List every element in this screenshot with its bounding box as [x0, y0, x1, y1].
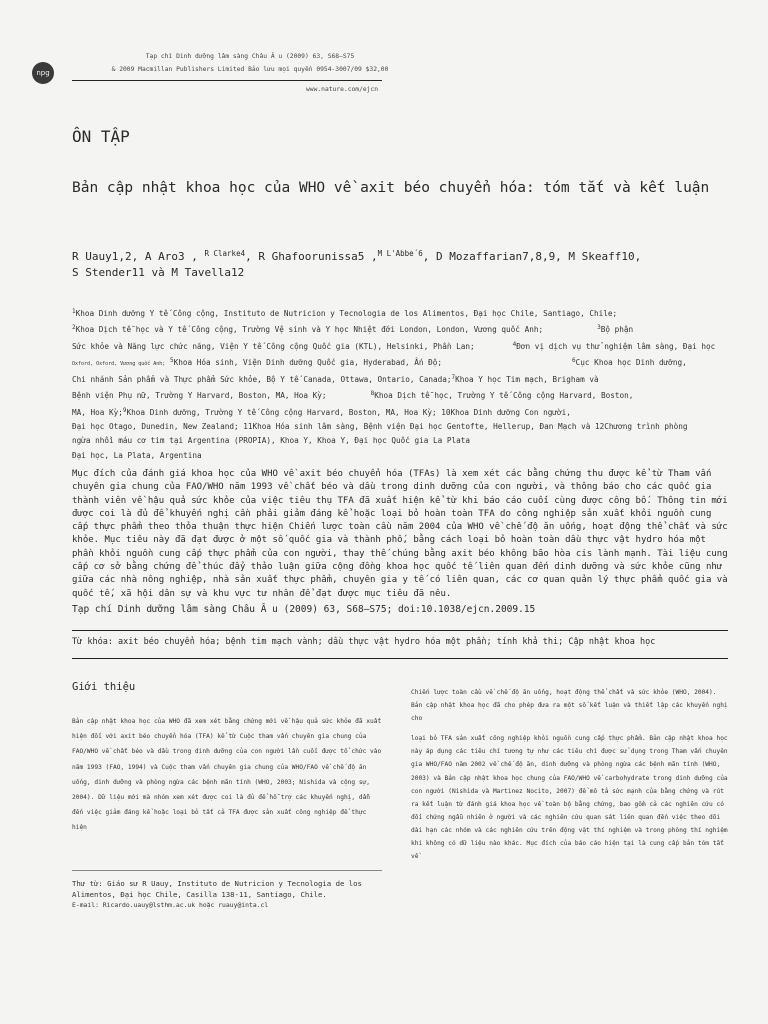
affiliation-line	[72, 387, 742, 403]
article-title: Bản cập nhật khoa học của WHO về axit béo chuyển hóa: tóm tắt và kết luận	[72, 180, 710, 196]
affiliation-line	[72, 371, 742, 387]
affiliation-line	[72, 305, 742, 321]
affiliation-text: Khoa Y học Tim mạch, Brigham và	[455, 375, 599, 385]
journal-citation-line: Tạp chí Dinh dưỡng lâm sàng Châu Â u (2009) 63, S68–S75	[145, 53, 355, 60]
affiliation-line: Đại học, La Plata, Argentina	[72, 450, 202, 460]
affiliation-text: Khoa Hóa sinh, Viện Dinh dưỡng Quốc gia, Hyderabad, Ấn Độ;	[173, 357, 443, 367]
affiliation-line	[72, 338, 742, 354]
affiliation-line	[72, 321, 742, 337]
author-labbe: M L'Abbe´6	[377, 249, 423, 258]
author-list	[72, 246, 712, 281]
affiliation-text: Đơn vị dịch vụ thử nghiệm lâm sàng, Đại học	[516, 341, 716, 351]
affiliation-text: Oxford, Oxford, Vương quốc Anh;	[72, 360, 166, 367]
correspondence-line: Thư từ: Giáo sư R Uauy, Instituto de Nutricion y Tecnologia de los	[72, 879, 362, 888]
author-clarke: R Clarke4	[204, 249, 246, 258]
author-group-1: R Uauy1,2, A Aro3 ,	[72, 250, 198, 263]
article-citation: Tạp chí Dinh dưỡng lâm sàng Châu Â u (2009) 63, S68–S75; doi:10.1038/ejcn.2009.15	[72, 604, 536, 615]
journal-url[interactable]: www.nature.com/ejcn	[306, 86, 379, 93]
affiliation-text: Bộ phận	[600, 325, 634, 335]
journal-copyright-line: & 2009 Macmillan Publishers Limited Bảo lưu mọi quyền 0954-3007/09 $32,00	[111, 66, 389, 73]
introduction-heading: Giới thiệu	[72, 681, 136, 693]
affiliation-text: Chi nhánh Sản phẩm và Thực phẩm Sức khỏe, Bộ Y tế Canada, Ottawa, Ontario, Canada;	[72, 375, 452, 385]
affiliation-text: MA, Hoa Kỳ;	[72, 407, 123, 417]
author-group-4: S Stender11 và M Tavella12	[72, 266, 245, 279]
affiliation-text: Sức khỏe và Năng lực chức năng, Viện Y tế Công cộng Quốc gia (KTL), Helsinki, Phần Lan;	[72, 341, 475, 351]
affiliation-line	[72, 404, 742, 420]
header-divider	[72, 80, 382, 81]
correspondence-email[interactable]: E-mail: Ricardo.uauy@lsthm.ac.uk hoặc ruauy@inta.cl	[72, 901, 269, 909]
affiliation-line: Đại học Otago, Dunedin, New Zealand; 11Khoa Hóa sinh lâm sàng, Bệnh viện Đại học Gentofte, Hellerup, Đan Mạch và 12Chương trình phòng	[72, 422, 688, 432]
author-group-3: , D Mozaffarian7,8,9, M Skeaff10,	[422, 250, 642, 263]
affiliation-text: Khoa Dịch tễ học và Y tế Công cộng, Trường Vệ sinh và Y học Nhiệt đới London, London, Vương quốc Anh;	[75, 325, 544, 335]
intro-right-paragraph-1: Chiến lược toàn cầu về chế độ ăn uống, hoạt động thể chất và sức khỏe (WHO, 2004). Bản cập nhật khoa học đã cho phép đưa ra một số kết luận và thiết lập các khuyến nghị cho	[411, 689, 728, 723]
journal-header	[100, 50, 400, 76]
section-label: ÔN TẬP	[72, 127, 130, 146]
correspondence-line: Alimentos, Đại học Chile, Casilla 138-11, Santiago, Chile.	[72, 890, 327, 899]
abstract: Mục đích của đánh giá khoa học của WHO về axit béo chuyển hóa (TFAs) là xem xét các bằng chứng thu được kể từ Tham vấn chuyên gia chung của FAO/WHO năm 1993 về chất béo và dầu trong dinh dưỡng của con người, và thông báo cho các quốc gia thành viên về hậu quả sức khỏe của việc tiêu thụ TFA đã xuất hiện kể từ khi báo cáo cuối cùng được công bố. Thông tin mới được coi là đủ để khuyến nghị cần phải giảm đáng kể hoặc loại bỏ hoàn toàn TFA do công nghiệp sản xuất khỏi nguồn cung cấp thực phẩm theo thỏa thuận thực hiện Chiến lược toàn cầu năm 2004 của WHO về chế độ ăn uống, hoạt động thể chất và sức khỏe. Mục tiêu này đã đạt được ở một số quốc gia và thành phố, bằng cách loại bỏ hoàn toàn dầu thực vật hydro hóa một phần khỏi nguồn cung cấp thực phẩm của con người, thay thế chúng bằng axit béo không bão hòa cis lành mạnh. Tài liệu cung cấp cơ sở bằng chứng để thúc đẩy thảo luận giữa cộng đồng khoa học quốc tế liên quan đến dinh dưỡng và sức khỏe cũng như giữa các nhà nông nghiệp, nhà sản xuất thực phẩm, chuyên gia y tế có liên quan, các cơ quan quản lý thực phẩm quốc gia và quốc tế, xã hội dân sự và khu vực tư nhân để đạt được mục tiêu đã nêu.	[72, 469, 728, 599]
affiliation-marker: 4	[512, 340, 517, 348]
affiliation-text: Khoa Dinh dưỡng, Trường Y tế Công cộng Harvard, Boston, MA, Hoa Kỳ; 10Khoa Dinh dưỡng Con người,	[126, 407, 571, 417]
affiliation-marker: 8	[370, 390, 375, 398]
affiliation-line	[72, 354, 742, 371]
affiliation-text: Cục Khoa học Dinh dưỡng,	[575, 357, 687, 367]
affiliation-line: ngừa nhồi máu cơ tim tại Argentina (PROPIA), Khoa Y, Khoa Y, Đại học Quốc gia La Plata	[72, 436, 471, 446]
intro-left-column	[72, 714, 382, 836]
intro-right-paragraph-2: loại bỏ TFA sản xuất công nghiệp khỏi nguồn cung cấp thực phẩm. Bản cập nhật khoa học này áp dụng các tiêu chí tương tự như các tiêu chí được sử dụng trong Tham vấn chuyên gia WHO/FAO năm 2002 về chế độ ăn, dinh dưỡng và phòng ngừa các bệnh mãn tính (WHO, 2003) và Bản cập nhật khoa học chung của FAO/WHO về carbohydrate trong dinh dưỡng của con người (Nishida và Martinez Nocito, 2007) để mô tả sức mạnh của bằng chứng và rút ra kết luận từ đánh giá khoa học về toàn bộ bằng chứng, bao gồm cả các nghiên cứu có đối chứng ngẫu nhiên ở người và các nghiên cứu quan sát liên quan đến việc theo dõi dài hạn các nhóm và các nghiên cứu trên động vật thí nghiệm và trong phòng thí nghiệm khi không có dữ liệu nào khác. Mục đích của báo cáo hiện tại là cung cấp bản tóm tắt về	[411, 735, 728, 861]
footnote-divider	[72, 870, 382, 871]
publisher-logo: npg	[32, 62, 54, 84]
keywords-divider	[72, 630, 728, 631]
affiliation-text: Bệnh viện Phụ nữ, Trường Y Harvard, Boston, MA, Hoa Kỳ;	[72, 391, 327, 401]
keywords: Từ khóa: axit béo chuyển hóa; bệnh tim mạch vành; dầu thực vật hydro hóa một phần; tính khả thi; Cập nhật khoa học	[72, 637, 656, 647]
affiliation-marker: 1	[72, 308, 76, 315]
author-separator: ,	[370, 250, 378, 263]
author-group-2: , R Ghafoorunissa5	[245, 250, 365, 263]
affiliation-marker: 7	[451, 374, 456, 382]
affiliation-marker: 3	[597, 324, 601, 332]
affiliation-text: Khoa Dịch tễ học, Trường Y tế Công cộng Harvard, Boston,	[374, 391, 634, 401]
affiliation-marker: 2	[72, 324, 76, 332]
affiliation-text: Khoa Dinh dưỡng Y tế Công cộng, Instituto de Nutricion y Tecnologia de los Alimentos, Đại học Chile, Santiago, Chile;	[75, 309, 618, 318]
affiliations	[72, 305, 742, 463]
correspondence	[72, 878, 382, 911]
intro-left-paragraph: Bản cập nhật khoa học của WHO đã xem xét bằng chứng mới về hậu quả sức khỏe đã xuất hiện đối với axit béo chuyển hóa (TFA) kể từ Cuộc tham vấn chuyên gia chung của FAO/WHO về chất béo và dầu trong dinh dưỡng của con người lần cuối được tổ chức vào năm 1993 (FAO, 1994) và Cuộc tham vấn chuyên gia chung của WHO/FAO về chế độ ăn uống, dinh dưỡng và phòng ngừa các bệnh mãn tính (WHO, 2003; Nishida và cộng sự, 2004). Dữ liệu mới mà nhóm xem xét được coi là đủ để hỗ trợ các khuyến nghị, dẫn đến việc giảm đáng kể hoặc loại bỏ tất cả TFA được sản xuất công nghiệp để thực hiện	[72, 718, 382, 832]
body-divider	[72, 658, 728, 659]
affiliation-marker: 5	[169, 356, 174, 364]
affiliation-marker: 9	[122, 406, 127, 414]
affiliation-marker: 6	[572, 356, 576, 364]
intro-right-column	[411, 686, 731, 863]
